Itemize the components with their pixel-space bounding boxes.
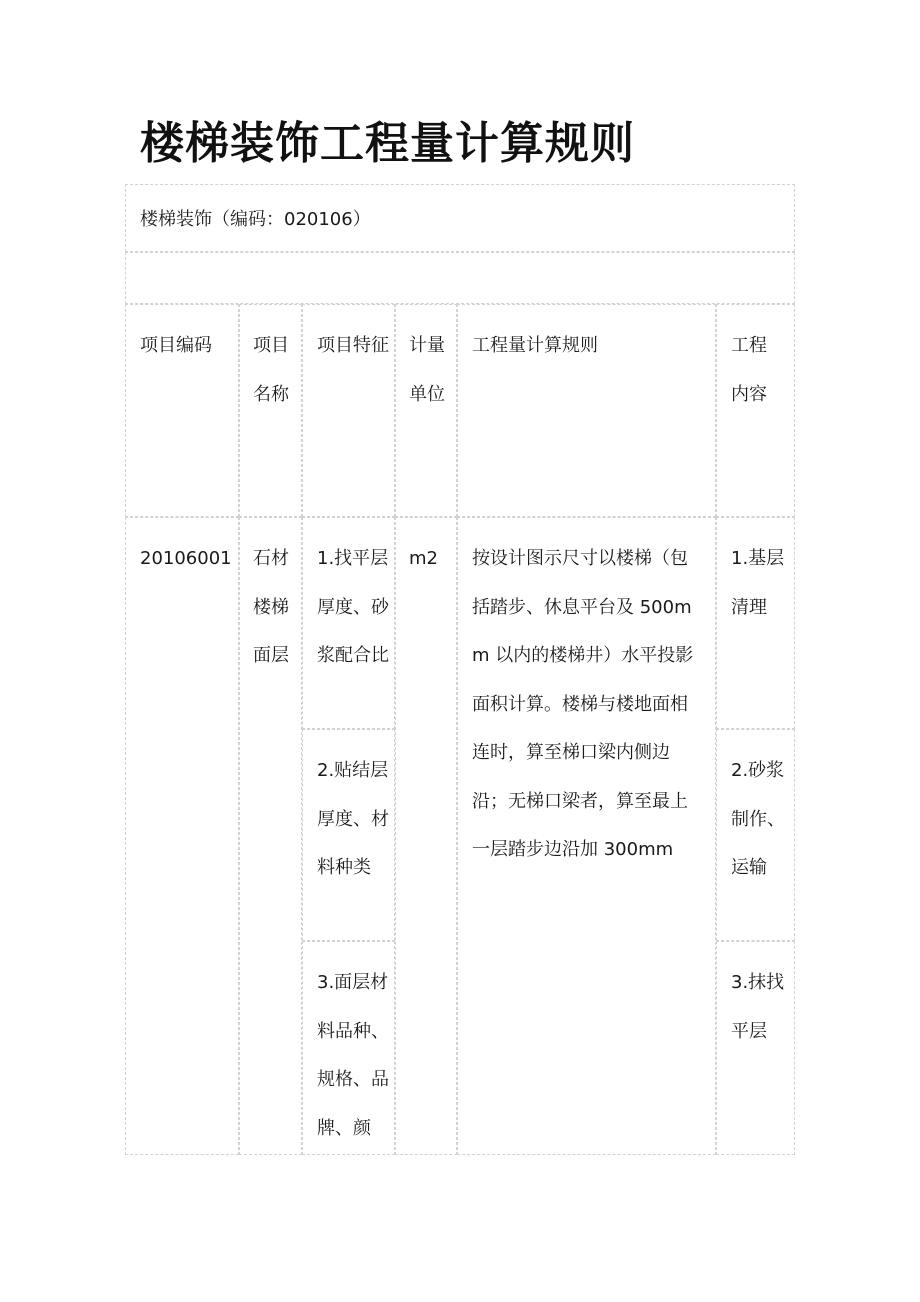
header-project-features-text: 项目特征 <box>317 335 389 356</box>
header-calculation-rule-text: 工程量计算规则 <box>472 335 598 356</box>
header-unit <box>395 304 457 517</box>
row-project-name <box>239 517 302 1155</box>
header-work-content-text: 工程内容 <box>731 335 767 405</box>
row-content-1 <box>716 517 795 729</box>
row-content-2-text: 2.砂浆制作、运输 <box>731 760 785 878</box>
header-project-code-text: 项目编码 <box>140 335 212 356</box>
row-project-code <box>125 517 239 1155</box>
row-feature-1 <box>302 517 395 729</box>
header-unit-text: 计量单位 <box>409 335 445 405</box>
row-unit <box>395 517 457 1155</box>
header-project-features <box>302 304 395 517</box>
section-header-cell <box>125 184 795 252</box>
row-content-3-text: 3.抹找平层 <box>731 972 785 1042</box>
row-content-3 <box>716 941 795 1155</box>
header-project-code <box>125 304 239 517</box>
header-calculation-rule <box>457 304 716 517</box>
row-feature-2 <box>302 729 395 941</box>
row-feature-1-text: 1.找平层厚度、砂浆配合比 <box>317 548 389 666</box>
header-project-name-text: 项目名称 <box>253 335 289 405</box>
row-calculation-rule-text: 按设计图示尺寸以楼梯（包括踏步、休息平台及 500mm 以内的楼梯井）水平投影面积计算。楼梯与楼地面相连时，算至梯口梁内侧边沿；无梯口梁者，算至最上一层踏步边沿加 300mm <box>472 548 694 860</box>
row-calculation-rule <box>457 517 716 1155</box>
section-header-text: 楼梯装饰（编码：020106） <box>140 209 371 230</box>
row-unit-text: m2 <box>409 548 438 569</box>
row-feature-3-text: 3.面层材料品种、规格、品牌、颜 <box>317 972 389 1139</box>
document-title: 楼梯装饰工程量计算规则 <box>140 118 635 169</box>
quantity-rules-table <box>125 184 795 1155</box>
row-feature-3 <box>302 941 395 1155</box>
header-project-name <box>239 304 302 517</box>
empty-row <box>125 252 795 304</box>
header-work-content <box>716 304 795 517</box>
row-content-2 <box>716 729 795 941</box>
row-project-code-text: 20106001 <box>140 548 232 569</box>
row-project-name-text: 石材楼梯面层 <box>253 548 289 666</box>
row-feature-2-text: 2.贴结层厚度、材料种类 <box>317 760 389 878</box>
row-content-1-text: 1.基层清理 <box>731 548 785 618</box>
